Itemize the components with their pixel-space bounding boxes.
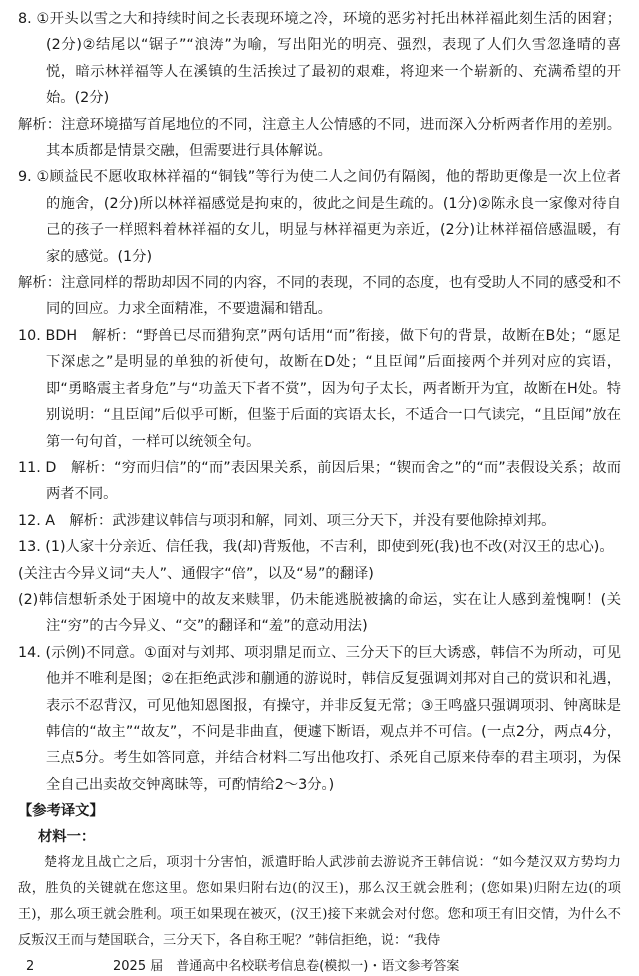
- answer-9-analysis: 解析：注意同样的帮助却因不同的内容，不同的表现，不同的态度，也有受助人不同的感受和不同的回应。力求全面精准，不要遗漏和错乱。: [18, 275, 621, 318]
- answer-13-2: (2)韩信想斩杀处于困境中的故友来赎罪，仍未能逃脱被擒的命运，实在让人感到羞愧啊！(关注“穷”的古今异义、“交”的翻译和“羞”的意动用法): [18, 591, 621, 635]
- answer-13-1-note: (关注古今异义词“夫人”、通假字“倍”，以及“易”的翻译): [18, 565, 374, 582]
- answer-10: 10. BDH 解析：“野兽已尽而猎狗烹”两句话用“而”衔接，做下句的背景，故断在B处；“愿足下深虑之”是明显的单独的祈使句，故断在D处；“且臣闻”后面接两个并列对应的宾语，即“勇略震主者身危”与“功盖天下者不赏”，因为句子太长，两者断开为宜，故断在H处。特别说明：“且臣闻”后似乎可断，但鉴于后面的宾语太长，不适合一口气读完，“且臣闻”放在第一句句首，一样可以统领全句。: [18, 327, 621, 450]
- answer-8: 8. ①开头以雪之大和持续时间之长表现环境之冷，环境的恶劣衬托出林祥福此刻生活的困窘；(2分)②结尾以“锯子”“浪涛”为喻，写出阳光的明亮、强烈，表现了人们久雪忽逢晴的喜悦，暗示林祥福等人在溪镇的生活挨过了最初的艰难，将迎来一个崭新的、充满希望的开始。(2分): [18, 11, 621, 107]
- answer-13-1: 13. (1)人家十分亲近、信任我，我(却)背叛他，不吉利，即使到死(我)也不改(对汉王的忠心)。: [18, 539, 614, 556]
- answer-9: 9. ①顾益民不愿收取林祥福的“铜钱”等行为使二人之间仍有隔阂，他的帮助更像是一次上位者的施舍，(2分)所以林祥福感觉是拘束的，彼此之间是生疏的。(1分)②陈永良一家像对待自己的孩子一样照料着林祥福的女儿，明显与林祥福更为亲近，(2分)让林祥福倍感温暖，有家的感觉。(1分): [18, 169, 621, 265]
- answer-11: 11. D 解析：“穷而归信”的“而”表因果关系，前因后果；“锲而舍之”的“而”表假设关系；故而两者不同。: [18, 459, 621, 503]
- footer-title: 2025 届 普通高中名校联考信息卷(模拟一)・语文参考答案: [113, 959, 460, 974]
- page-number: 2: [26, 959, 35, 974]
- answer-list: [18, 6, 621, 798]
- answer-12: 12. A 解析：武涉建议韩信与项羽和解，同刘、项三分天下，并没有要他除掉刘邦。: [18, 512, 556, 529]
- material-label: 材料一：: [38, 829, 96, 846]
- translation-text: 楚将龙且战亡之后，项羽十分害怕，派遣盱眙人武涉前去游说齐王韩信说：“如今楚汉双方势均力敌，胜负的关键就在您这里。您如果归附右边(的汉王)，那么汉王就会胜利；(您如果)归附左边(的项王)，那么项王就会胜利。项王如果现在被灭，(汉王)接下来就会对付您。您和项王有旧交情，为什么不反叛汉王而与楚国联合，三分天下，各自称王呢？”韩信拒绝，说：“我侍: [18, 855, 621, 949]
- answer-14: 14. (示例)不同意。①面对与刘邦、项羽鼎足而立、三分天下的巨大诱惑，韩信不为所动，可见他并不唯利是图；②在拒绝武涉和蒯通的游说时，韩信反复强调刘邦对自己的赏识和礼遇，表示不忍背汉，可见他知恩图报，有操守，并非反复无常；③王鸣盛只强调项羽、钟离昧是韩信的“故主”“故友”，不问是非曲直，便遽下断语，观点并不可信。(一点2分，两点4分，三点5分。考生如答同意，并结合材料二写出他攻打、杀死自己原来侍奉的君主项羽，为保全自己出卖故交钟离昧等，可酌情给2～3分。): [18, 644, 621, 793]
- translation-header: 【参考译文】: [18, 803, 104, 820]
- answer-8-analysis: 解析：注意环境描写首尾地位的不同，注意主人公情感的不同，进而深入分析两者作用的差别。其本质都是情景交融，但需要进行具体解说。: [18, 116, 621, 160]
